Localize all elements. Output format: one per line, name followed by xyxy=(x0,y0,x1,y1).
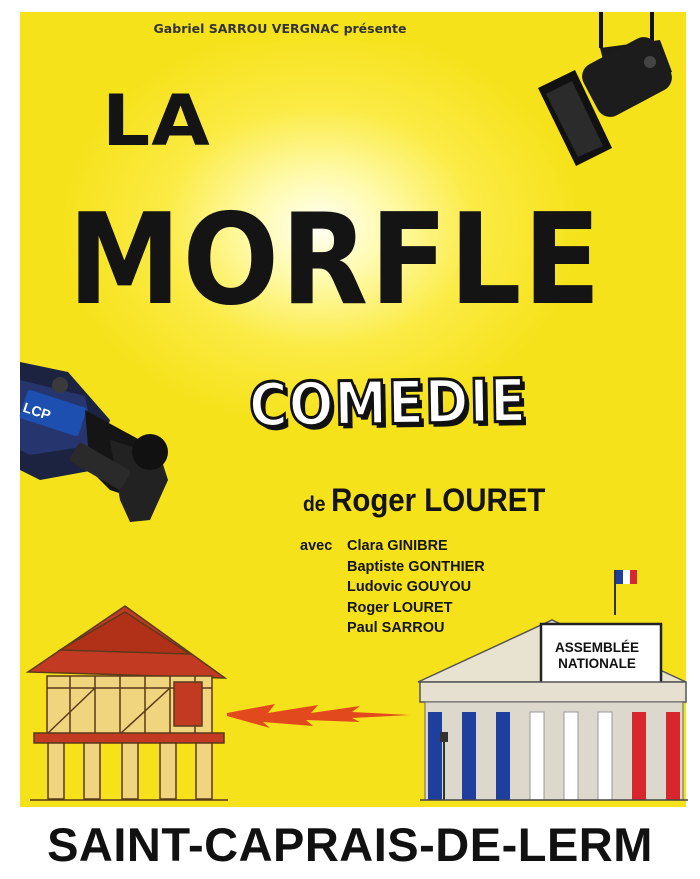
spotlight-icon xyxy=(538,12,677,166)
cast-prefix: avec xyxy=(300,538,333,554)
plaque-line-2: NATIONALE xyxy=(558,656,636,671)
assemblee-nationale-illustration xyxy=(418,570,688,800)
plaque-line-1: ASSEMBLÉE xyxy=(554,640,639,655)
author-name: Roger LOURET xyxy=(331,482,546,518)
market-hall-illustration xyxy=(28,606,228,800)
cast-member: Baptiste GONTHIER xyxy=(347,558,485,575)
author-prefix: de xyxy=(303,493,326,516)
cast-member: Paul SARROU xyxy=(347,620,445,636)
cast-member: Clara GINIBRE xyxy=(347,538,448,554)
title-line-2: MORFLE xyxy=(68,186,603,333)
presenter-line: Gabriel SARROU VERGNAC présente xyxy=(153,21,407,36)
location-title: SAINT-CAPRAIS-DE-LERM xyxy=(47,818,653,871)
title-line-1: LA xyxy=(102,80,211,162)
camera-logo: LCP xyxy=(21,399,53,423)
genre-label: COMEDIE xyxy=(248,366,528,441)
lightning-bolt-icon xyxy=(227,704,410,728)
assemblee-plaque xyxy=(543,627,651,685)
cast-member: Roger LOURET xyxy=(347,599,453,616)
tv-camera-icon xyxy=(19,362,168,522)
cast-member: Ludovic GOUYOU xyxy=(347,579,472,595)
